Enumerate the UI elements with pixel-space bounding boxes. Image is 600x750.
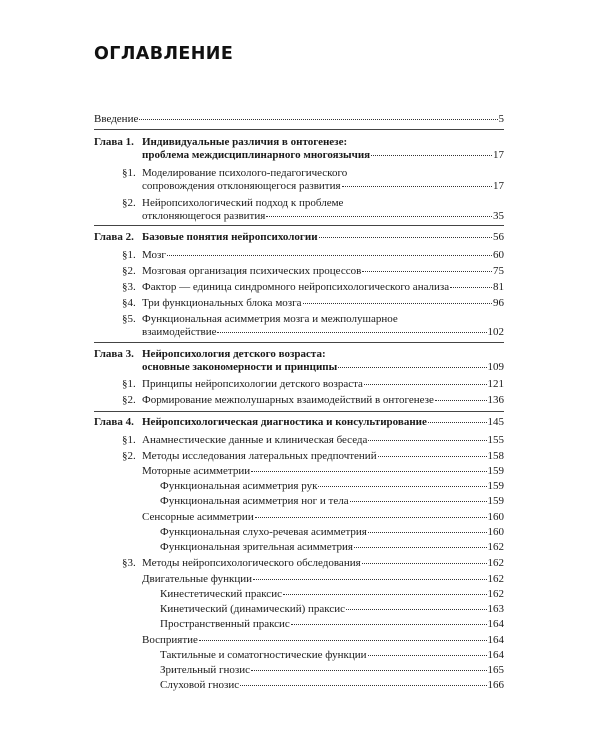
toc-entry-visual-gnosis[interactable]: [160, 664, 504, 677]
entry-title-line-1: Моделирование психолого-педагогического: [142, 167, 348, 179]
entry-title: Зрительный гнозис: [160, 664, 251, 676]
entry-title: Базовые понятия нейропсихологии: [142, 231, 318, 243]
leader-dots: [368, 531, 487, 533]
entry-title: Моторные асимметрии: [142, 465, 251, 477]
entry-title-line-2: отклоняющегося развития: [142, 210, 266, 222]
page-number: 35: [493, 210, 504, 222]
page-number: 158: [487, 450, 504, 462]
section-label: §2.: [122, 450, 136, 462]
leader-dots: [266, 215, 492, 217]
toc-entry-kinetic-praxis[interactable]: [160, 603, 504, 616]
divider: [94, 225, 504, 226]
leader-dots: [318, 485, 486, 487]
toc-entry-chapter-2[interactable]: [94, 231, 504, 244]
entry-title: Пространственный праксис: [160, 618, 290, 630]
section-label: §3.: [122, 557, 136, 569]
leader-dots: [354, 546, 487, 548]
leader-dots: [346, 608, 487, 610]
section-label: §2.: [122, 197, 136, 209]
page-number: 96: [493, 297, 504, 309]
toc-entry-auditory-gnosis[interactable]: [160, 679, 504, 692]
toc-entry-motor-functions[interactable]: [142, 573, 504, 586]
page-number: 5: [498, 113, 504, 125]
toc-entry-motor-asymmetries[interactable]: [142, 465, 504, 478]
leader-dots: [291, 623, 487, 625]
entry-title-line-1: Нейропсихологический подход к проблеме: [142, 197, 344, 209]
toc-entry-ch2-sec2[interactable]: [122, 265, 504, 278]
page-number: 159: [487, 480, 504, 492]
toc-entry-kinesthetic-praxis[interactable]: [160, 588, 504, 601]
entry-title: Фактор — единица синдромного нейропсихологического анализа: [142, 281, 450, 293]
leader-dots: [338, 366, 486, 368]
leader-dots: [167, 254, 492, 256]
chapter-label: Глава 1.: [94, 136, 134, 148]
entry-title: Мозговая организация психических процессов: [142, 265, 362, 277]
page-number: 162: [487, 557, 504, 569]
page-number: 162: [487, 573, 504, 585]
entry-title: Сенсорные асимметрии: [142, 511, 254, 523]
toc-entry-chapter-4[interactable]: [94, 416, 504, 429]
leader-dots: [251, 470, 486, 472]
toc-entry-tactile-functions[interactable]: [160, 649, 504, 662]
toc-entry-ch2-sec4[interactable]: [122, 297, 504, 310]
page-number: 159: [487, 465, 504, 477]
toc-entry-perception[interactable]: [142, 634, 504, 647]
entry-title: Функциональная зрительная асимметрия: [160, 541, 353, 553]
page-number: 165: [487, 664, 504, 676]
page-title: ОГЛАВЛЕНИЕ: [94, 44, 234, 64]
chapter-label: Глава 3.: [94, 348, 134, 360]
leader-dots: [368, 439, 486, 441]
leader-dots: [283, 593, 487, 595]
toc-entry-ch4-sec1[interactable]: [122, 434, 504, 447]
page-number: 162: [487, 588, 504, 600]
entry-title: Кинестетический праксис: [160, 588, 282, 600]
leader-dots: [253, 578, 486, 580]
page-number: 163: [487, 603, 504, 615]
page-number: 17: [493, 149, 504, 161]
entry-title: Тактильные и соматогностические функции: [160, 649, 367, 661]
entry-title: Нейропсихологическая диагностика и консультирование: [142, 416, 427, 428]
page-number: 166: [487, 679, 504, 691]
page-number: 56: [493, 231, 504, 243]
entry-title-line-2: взаимодействие: [142, 326, 217, 338]
section-label: §1.: [122, 249, 136, 261]
page-number: 109: [487, 361, 504, 373]
leader-dots: [255, 516, 487, 518]
leader-dots: [450, 286, 492, 288]
leader-dots: [217, 331, 486, 333]
toc-entry-chapter-1[interactable]: [94, 136, 504, 162]
page-number: 81: [493, 281, 504, 293]
leader-dots: [371, 154, 492, 156]
leader-dots: [139, 118, 497, 120]
entry-title-line-2: основные закономерности и принципы: [142, 361, 338, 373]
entry-title: Функциональная асимметрия ног и тела: [160, 495, 349, 507]
page-number: 164: [487, 649, 504, 661]
section-label: §3.: [122, 281, 136, 293]
leader-dots: [350, 500, 487, 502]
leader-dots: [303, 302, 492, 304]
entry-title: Введение: [94, 113, 139, 125]
page-number: 160: [487, 511, 504, 523]
entry-title: Принципы нейропсихологии детского возраста: [142, 378, 363, 390]
section-label: §2.: [122, 394, 136, 406]
section-label: §1.: [122, 434, 136, 446]
entry-title: Три функциональных блока мозга: [142, 297, 302, 309]
toc-entry-ch3-sec1[interactable]: [122, 378, 504, 391]
toc-entry-ch2-sec3[interactable]: [122, 281, 504, 294]
section-label: §1.: [122, 378, 136, 390]
leader-dots: [319, 236, 492, 238]
chapter-label: Глава 2.: [94, 231, 134, 243]
entry-title: Кинетический (динамический) праксис: [160, 603, 345, 615]
toc-entry-ch1-sec1[interactable]: [122, 167, 504, 193]
toc-entry-ch2-sec1[interactable]: [122, 249, 504, 262]
page-number: 164: [487, 618, 504, 630]
entry-title: Восприятие: [142, 634, 198, 646]
toc-entry-ch2-sec5[interactable]: [122, 313, 504, 339]
leader-dots: [378, 455, 487, 457]
leader-dots: [364, 383, 487, 385]
toc-entry-ch4-sec3[interactable]: [122, 557, 504, 570]
leader-dots: [251, 669, 486, 671]
leader-dots: [435, 399, 487, 401]
page-number: 102: [487, 326, 504, 338]
page-number: 159: [487, 495, 504, 507]
page-number: 162: [487, 541, 504, 553]
leader-dots: [240, 684, 486, 686]
entry-title-line-2: проблема междисциплинарного многоязычия: [142, 149, 371, 161]
leader-dots: [368, 654, 487, 656]
page-number: 136: [487, 394, 504, 406]
section-label: §4.: [122, 297, 136, 309]
leader-dots: [428, 421, 487, 423]
entry-title: Мозг: [142, 249, 166, 261]
entry-title-line-1: Функциональная асимметрия мозга и межполушарное: [142, 313, 398, 325]
toc-entry-ch1-sec2[interactable]: [122, 197, 504, 223]
toc-entry-hand-asymmetry[interactable]: [160, 480, 504, 493]
toc-entry-ch3-sec2[interactable]: [122, 394, 504, 407]
entry-title-line-1: Нейропсихология детского возраста:: [142, 348, 326, 360]
toc-entry-spatial-praxis[interactable]: [160, 618, 504, 631]
section-label: §1.: [122, 167, 136, 179]
leader-dots: [362, 562, 487, 564]
entry-title: Методы нейропсихологического обследования: [142, 557, 361, 569]
toc-entry-chapter-3[interactable]: [94, 348, 504, 374]
leader-dots: [362, 270, 492, 272]
toc-entry-sensory-asymmetries[interactable]: [142, 511, 504, 524]
toc-entry-visual-asymmetry[interactable]: [160, 541, 504, 554]
toc-entry-intro[interactable]: [94, 113, 504, 126]
entry-title-line-1: Индивидуальные различия в онтогенезе:: [142, 136, 348, 148]
page-number: 164: [487, 634, 504, 646]
entry-title: Методы исследования латеральных предпочтений: [142, 450, 377, 462]
toc-entry-ch4-sec2[interactable]: [122, 450, 504, 463]
divider: [94, 129, 504, 130]
entry-title: Функциональная слухо-речевая асимметрия: [160, 526, 367, 538]
page-number: 160: [487, 526, 504, 538]
entry-title: Функциональная асимметрия рук: [160, 480, 318, 492]
chapter-label: Глава 4.: [94, 416, 134, 428]
entry-title: Двигательные функции: [142, 573, 253, 585]
page-number: 17: [493, 180, 504, 192]
entry-title: Слуховой гнозис: [160, 679, 240, 691]
page-number: 60: [493, 249, 504, 261]
page-number: 75: [493, 265, 504, 277]
leader-dots: [342, 185, 492, 187]
entry-title: Формирование межполушарных взаимодействий в онтогенезе: [142, 394, 434, 406]
divider: [94, 342, 504, 343]
page-number: 155: [487, 434, 504, 446]
divider: [94, 411, 504, 412]
toc-entry-leg-asymmetry[interactable]: [160, 495, 504, 508]
page-number: 145: [487, 416, 504, 428]
section-label: §5.: [122, 313, 136, 325]
page-number: 121: [487, 378, 504, 390]
entry-title: Анамнестические данные и клиническая беседа: [142, 434, 368, 446]
toc-entry-auditory-asymmetry[interactable]: [160, 526, 504, 539]
section-label: §2.: [122, 265, 136, 277]
leader-dots: [199, 639, 487, 641]
entry-title-line-2: сопровождения отклоняющегося развития: [142, 180, 341, 192]
